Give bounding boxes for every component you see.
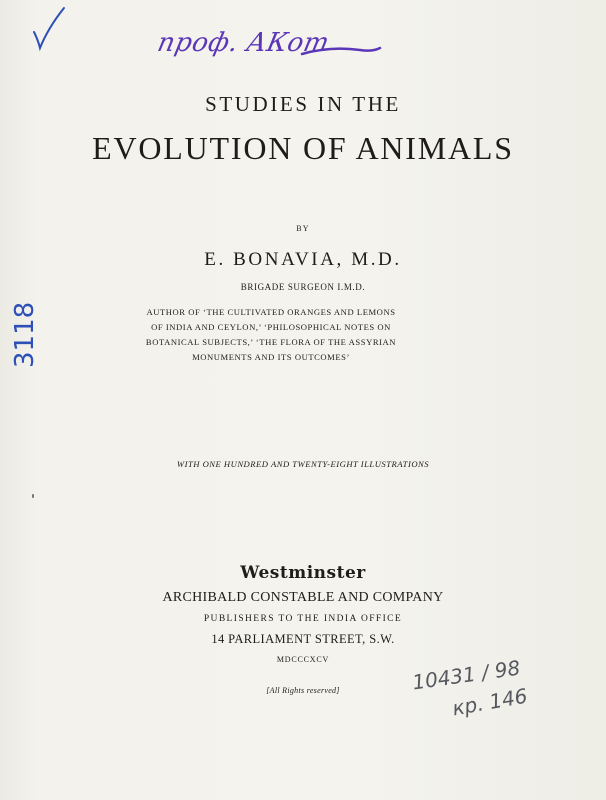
handwritten-signature: проф. АКот xyxy=(154,28,333,58)
works-line-3: BOTANICAL SUBJECTS,’ ‘THE FLORA OF THE ASSYRIAN xyxy=(145,337,397,347)
author-works xyxy=(112,305,430,365)
illustrations-note: WITH ONE HUNDRED AND TWENTY-EIGHT ILLUSTRATIONS xyxy=(176,459,430,469)
by-label: BY xyxy=(296,224,310,233)
publisher-name: ARCHIBALD CONSTABLE AND COMPANY xyxy=(162,590,444,605)
works-line-1: AUTHOR OF ‘THE CULTIVATED ORANGES AND LEMONS xyxy=(146,307,396,317)
handwritten-shelf-mark: кр. 146 xyxy=(450,683,530,721)
works-line-4: MONUMENTS AND ITS OUTCOMES’ xyxy=(192,352,350,362)
publisher-place: Westminster xyxy=(240,563,366,583)
author-name: E. BONAVIA, M.D. xyxy=(204,249,402,270)
publication-year: MDCCCXCV xyxy=(276,655,330,664)
title-line-1: STUDIES IN THE xyxy=(205,92,401,116)
handwritten-accession-number: 10431 / 98 xyxy=(410,655,522,695)
handwritten-call-number: 3118 xyxy=(10,301,40,368)
signature-underline xyxy=(300,44,382,58)
checkmark-icon xyxy=(30,6,70,52)
publisher-address: 14 PARLIAMENT STREET, S.W. xyxy=(211,632,395,646)
publisher-note: PUBLISHERS TO THE INDIA OFFICE xyxy=(203,614,403,624)
paper-speck xyxy=(32,494,34,498)
title-line-2: EVOLUTION OF ANIMALS xyxy=(92,130,514,166)
author-rank: BRIGADE SURGEON I.M.D. xyxy=(240,282,366,292)
rights-notice: [All Rights reserved] xyxy=(266,686,340,695)
works-line-2: OF INDIA AND CEYLON,’ ‘PHILOSOPHICAL NOTES ON xyxy=(151,322,391,332)
